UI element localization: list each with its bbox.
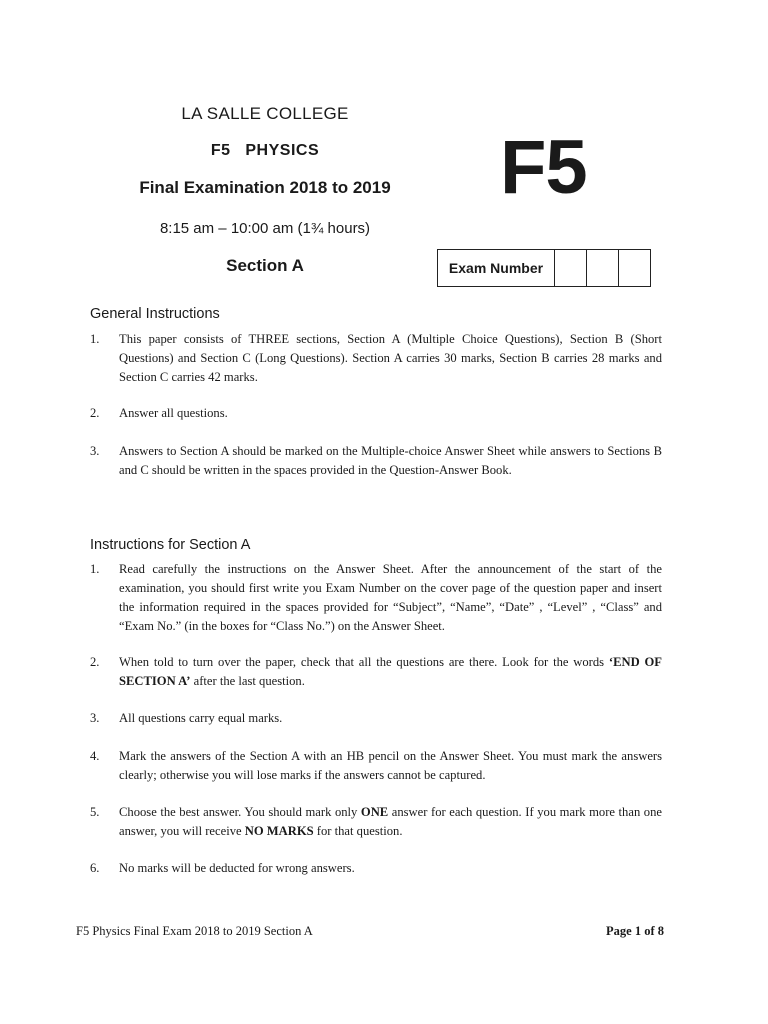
item-number: 1. — [90, 332, 100, 346]
subject-title: F5 PHYSICS — [210, 142, 320, 159]
text-segment: Choose the best answer. You should mark only — [119, 805, 361, 819]
text-segment: for that question. — [313, 824, 403, 838]
item-text: All questions carry equal marks. — [119, 711, 283, 725]
section-a-instructions-heading: Instructions for Section A — [90, 537, 251, 553]
item-text: This paper consists of THREE sections, Section A (Multiple Choice Questions), Section B (Short Questions) and Section C (Long Questions). Section A carries 30 marks, Section B carries 28 marks and Section C carries 42 marks. — [119, 332, 662, 384]
general-instruction-item — [90, 404, 662, 423]
section-a-instruction-item — [90, 747, 662, 785]
general-instructions-heading: General Instructions — [90, 306, 220, 322]
section-a-instruction-item — [90, 653, 662, 691]
general-instruction-item — [90, 330, 662, 387]
bold-text: NO MARKS — [244, 824, 314, 838]
item-number: 2. — [90, 406, 100, 420]
exam-number-cell[interactable] — [555, 250, 587, 286]
item-text — [119, 653, 662, 691]
section-title: Section A — [226, 256, 304, 275]
section-a-instruction-item — [90, 859, 662, 878]
text-segment: When told to turn over the paper, check that all the questions are there. Look for the words — [119, 655, 609, 669]
exam-title: Final Examination 2018 to 2019 — [139, 178, 391, 197]
item-number: 2. — [90, 655, 100, 669]
footer-document-title: F5 Physics Final Exam 2018 to 2019 Section A — [76, 924, 313, 938]
exam-number-cell[interactable] — [587, 250, 619, 286]
text-segment: answer for each question. If you mark more than one answer, you will receive — [119, 805, 662, 838]
general-instruction-item — [90, 442, 662, 480]
item-text: Answers to Section A should be marked on the Multiple-choice Answer Sheet while answers to Sections B and C should be written in the spaces provided in the Question-Answer Book. — [119, 444, 662, 477]
exam-time: 8:15 am – 10:00 am (1¾ hours) — [159, 220, 371, 237]
exam-number-cell[interactable] — [619, 250, 650, 286]
college-name: LA SALLE COLLEGE — [181, 104, 349, 123]
item-number: 5. — [90, 805, 100, 819]
text-segment: after the last question. — [190, 674, 305, 688]
section-a-instruction-item — [90, 803, 662, 841]
exam-number-label: Exam Number — [438, 250, 555, 286]
item-text: No marks will be deducted for wrong answers. — [119, 861, 355, 875]
item-text: Read carefully the instructions on the Answer Sheet. After the announcement of the start of the examination, you should first write you Exam Number on the cover page of the question paper and insert the information required in the spaces provided for “Subject”, “Name”, “Date” , “Level” , “Class” and “Exam No.” (in the boxes for “Class No.”) on the Answer Sheet. — [119, 562, 662, 633]
exam-number-box[interactable] — [437, 249, 651, 287]
item-number: 1. — [90, 562, 100, 576]
bold-text: ONE — [360, 805, 389, 819]
form-label: F5 — [500, 125, 587, 210]
item-number: 4. — [90, 749, 100, 763]
item-number: 3. — [90, 444, 100, 458]
item-text — [119, 803, 662, 841]
section-a-instruction-item — [90, 709, 662, 728]
item-text: Mark the answers of the Section A with an HB pencil on the Answer Sheet. You must mark the answers clearly; otherwise you will lose marks if the answers cannot be captured. — [119, 749, 662, 782]
item-number: 6. — [90, 861, 100, 875]
section-a-instruction-item — [90, 560, 662, 636]
footer-page-number: Page 1 of 8 — [606, 924, 664, 938]
bold-text: ‘END OF SECTION A’ — [119, 655, 663, 688]
item-text: Answer all questions. — [119, 406, 228, 420]
item-number: 3. — [90, 711, 100, 725]
